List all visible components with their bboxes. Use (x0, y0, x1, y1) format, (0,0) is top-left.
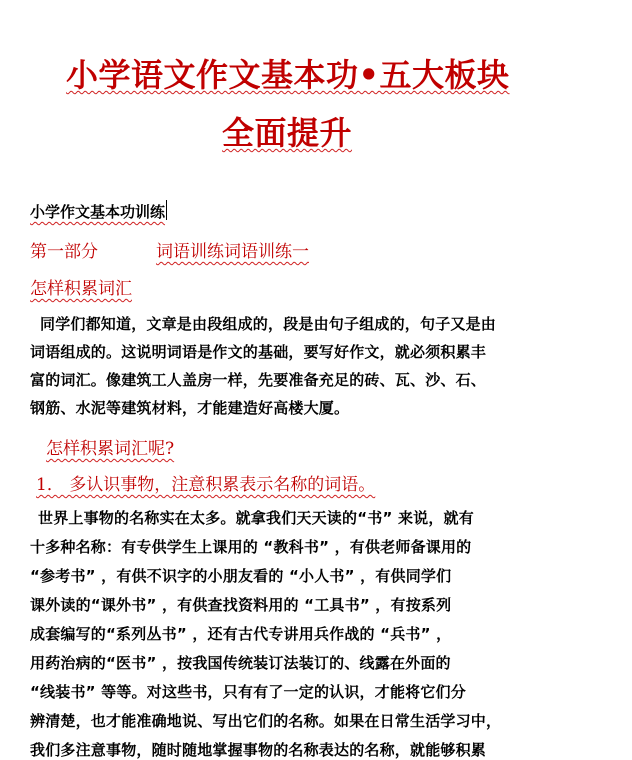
subheading-accumulate-vocabulary: 怎样积累词汇 (30, 279, 132, 299)
document-title-line2: 全面提升 (222, 114, 353, 152)
example-line-9: 我们多注意事物，随时随地掌握事物的名称表达的名称，就能够积累 (30, 741, 487, 759)
example-line-2: 十多种名称：有专供学生上课用的 “教科书” ，有供老师备课用的 (30, 538, 472, 556)
document-title-line1: 小学语文作文基本功•五大板块 (66, 56, 510, 94)
example-line-1: 世界上事物的名称实在太多。就拿我们天天读的“书” 来说，就有 (38, 509, 474, 527)
example-line-6: 用药治病的“医书” ，按我国传统装订法装订的、线露在外面的 (30, 654, 451, 672)
intro-line-4: 钢筋、水泥等建筑材料，才能建造好高楼大厦。 (30, 399, 350, 417)
text-cursor (166, 200, 167, 220)
intro-line-1: 同学们都知道，文章是由段组成的，段是由句子组成的，句子又是由 (40, 315, 497, 333)
section-topic: 词语训练词语训练一 (156, 242, 309, 262)
subheading-how-to-accumulate: 怎样积累词汇呢? (46, 439, 175, 459)
section-heading: 第一部分 (30, 242, 98, 262)
point-1: 1． 多认识事物，注意积累表示名称的词语。 (36, 475, 376, 495)
subtitle: 小学作文基本功训练 (30, 203, 166, 221)
example-line-7: “线装书” 等等。对这些书，只有有了一定的认识，才能将它们分 (30, 683, 466, 701)
subtitle-line[interactable] (30, 200, 167, 222)
intro-line-2: 词语组成的。这说明词语是作文的基础，要写好作文，就必须积累丰 (30, 343, 487, 361)
example-line-8: 辨清楚，也才能准确地说、写出它们的名称。如果在日常生活学习中， (30, 712, 502, 730)
example-line-3: “参考书” ，有供不识字的小朋友看的 “小人书” ，有供同学们 (30, 567, 452, 585)
intro-line-3: 富的词汇。像建筑工人盖房一样，先要准备充足的砖、瓦、沙、石、 (30, 371, 487, 389)
example-line-5: 成套编写的“系列丛书” ，还有古代专讲用兵作战的 “兵书” ， (30, 625, 452, 643)
example-line-4: 课外读的“课外书” ，有供查找资料用的 “工具书” ，有按系列 (30, 596, 452, 614)
